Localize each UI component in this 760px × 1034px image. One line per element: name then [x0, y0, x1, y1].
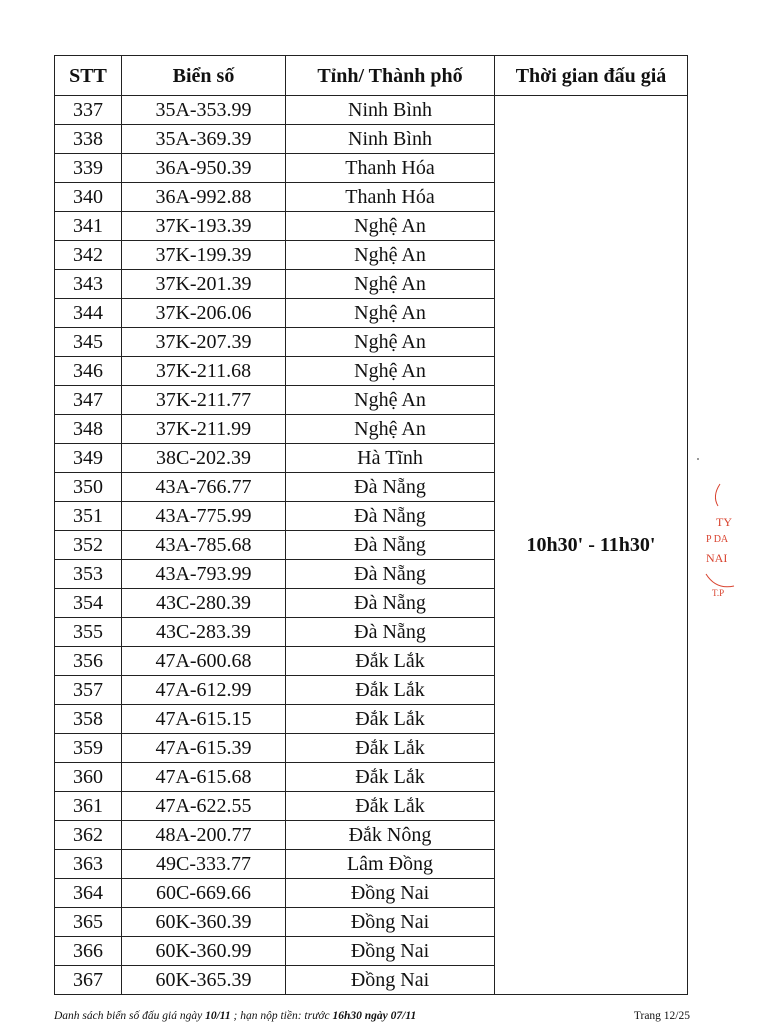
row-plate: 60K-360.99 [122, 937, 286, 966]
row-province: Đồng Nai [286, 966, 495, 995]
plates-table [54, 55, 688, 995]
row-plate: 37K-206.06 [122, 299, 286, 328]
svg-text:TY: TY [716, 515, 732, 529]
row-province: Đắk Lắk [286, 647, 495, 676]
row-province: Hà Tĩnh [286, 444, 495, 473]
row-stt: 342 [55, 241, 122, 270]
row-stt: 360 [55, 763, 122, 792]
row-plate: 43A-785.68 [122, 531, 286, 560]
row-stt: 352 [55, 531, 122, 560]
row-stt: 348 [55, 415, 122, 444]
row-stt: 356 [55, 647, 122, 676]
row-stt: 345 [55, 328, 122, 357]
svg-text:NAI: NAI [706, 551, 728, 565]
header-auction-time: Thời gian đấu giá [495, 56, 688, 96]
scan-dot [697, 458, 699, 460]
row-stt: 343 [55, 270, 122, 299]
row-province: Đà Nẵng [286, 531, 495, 560]
row-plate: 49C-333.77 [122, 850, 286, 879]
row-stt: 338 [55, 125, 122, 154]
row-province: Nghệ An [286, 386, 495, 415]
svg-text:P DA: P DA [706, 534, 729, 545]
row-stt: 365 [55, 908, 122, 937]
row-plate: 43C-280.39 [122, 589, 286, 618]
row-stt: 349 [55, 444, 122, 473]
row-province: Đà Nẵng [286, 502, 495, 531]
row-plate: 43A-775.99 [122, 502, 286, 531]
row-plate: 60K-365.39 [122, 966, 286, 995]
row-province: Nghệ An [286, 241, 495, 270]
row-stt: 350 [55, 473, 122, 502]
row-plate: 60C-669.66 [122, 879, 286, 908]
row-province: Nghệ An [286, 299, 495, 328]
row-plate: 37K-211.68 [122, 357, 286, 386]
footer [54, 1010, 690, 1022]
row-province: Nghệ An [286, 357, 495, 386]
row-plate: 47A-622.55 [122, 792, 286, 821]
row-province: Đồng Nai [286, 937, 495, 966]
footer-deadline: 16h30 ngày 07/11 [332, 1010, 417, 1022]
row-plate: 43A-766.77 [122, 473, 286, 502]
row-plate: 47A-615.39 [122, 734, 286, 763]
row-province: Đắk Lắk [286, 763, 495, 792]
row-province: Nghệ An [286, 270, 495, 299]
row-province: Lâm Đồng [286, 850, 495, 879]
row-province: Đắk Lắk [286, 792, 495, 821]
company-seal [700, 478, 760, 618]
row-plate: 37K-201.39 [122, 270, 286, 299]
row-stt: 355 [55, 618, 122, 647]
row-province: Đồng Nai [286, 879, 495, 908]
row-stt: 339 [55, 154, 122, 183]
row-province: Đà Nẵng [286, 589, 495, 618]
row-plate: 35A-353.99 [122, 96, 286, 125]
row-plate: 43A-793.99 [122, 560, 286, 589]
row-plate: 37K-199.39 [122, 241, 286, 270]
row-stt: 358 [55, 705, 122, 734]
row-province: Đà Nẵng [286, 473, 495, 502]
row-plate: 36A-992.88 [122, 183, 286, 212]
row-stt: 346 [55, 357, 122, 386]
row-plate: 47A-615.15 [122, 705, 286, 734]
row-plate: 43C-283.39 [122, 618, 286, 647]
row-stt: 353 [55, 560, 122, 589]
header-row [55, 56, 688, 96]
row-plate: 47A-600.68 [122, 647, 286, 676]
row-stt: 337 [55, 96, 122, 125]
row-plate: 37K-211.99 [122, 415, 286, 444]
row-plate: 48A-200.77 [122, 821, 286, 850]
header-province: Tỉnh/ Thành phố [286, 56, 495, 96]
row-province: Đà Nẵng [286, 618, 495, 647]
row-province: Đắk Lắk [286, 676, 495, 705]
row-province: Đắk Lắk [286, 734, 495, 763]
row-plate: 38C-202.39 [122, 444, 286, 473]
table-row [55, 96, 688, 125]
row-stt: 359 [55, 734, 122, 763]
row-province: Nghệ An [286, 415, 495, 444]
row-plate: 37K-193.39 [122, 212, 286, 241]
page-number: Trang 12/25 [633, 1010, 690, 1022]
row-province: Ninh Bình [286, 125, 495, 154]
row-plate: 60K-360.39 [122, 908, 286, 937]
row-stt: 354 [55, 589, 122, 618]
row-stt: 357 [55, 676, 122, 705]
header-plate: Biển số [122, 56, 286, 96]
row-plate: 35A-369.39 [122, 125, 286, 154]
row-plate: 47A-615.68 [122, 763, 286, 792]
row-province: Đắk Lắk [286, 705, 495, 734]
row-plate: 47A-612.99 [122, 676, 286, 705]
row-stt: 364 [55, 879, 122, 908]
row-province: Đắk Nông [286, 821, 495, 850]
row-stt: 341 [55, 212, 122, 241]
row-stt: 361 [55, 792, 122, 821]
row-plate: 36A-950.39 [122, 154, 286, 183]
row-province: Đồng Nai [286, 908, 495, 937]
row-plate: 37K-211.77 [122, 386, 286, 415]
footer-date: 10/11 [205, 1010, 231, 1022]
row-province: Đà Nẵng [286, 560, 495, 589]
row-stt: 344 [55, 299, 122, 328]
footer-mid: ; hạn nộp tiền: trước [230, 1010, 333, 1022]
header-stt: STT [55, 56, 122, 96]
auction-time-cell: 10h30' - 11h30' [495, 96, 688, 995]
row-province: Nghệ An [286, 212, 495, 241]
row-stt: 347 [55, 386, 122, 415]
row-province: Thanh Hóa [286, 183, 495, 212]
row-stt: 351 [55, 502, 122, 531]
row-stt: 362 [55, 821, 122, 850]
row-plate: 37K-207.39 [122, 328, 286, 357]
row-stt: 367 [55, 966, 122, 995]
row-stt: 363 [55, 850, 122, 879]
svg-text:T.P: T.P [712, 588, 725, 598]
footer-prefix: Danh sách biển số đấu giá ngày [54, 1010, 206, 1022]
row-stt: 340 [55, 183, 122, 212]
row-province: Thanh Hóa [286, 154, 495, 183]
row-province: Nghệ An [286, 328, 495, 357]
row-stt: 366 [55, 937, 122, 966]
row-province: Ninh Bình [286, 96, 495, 125]
